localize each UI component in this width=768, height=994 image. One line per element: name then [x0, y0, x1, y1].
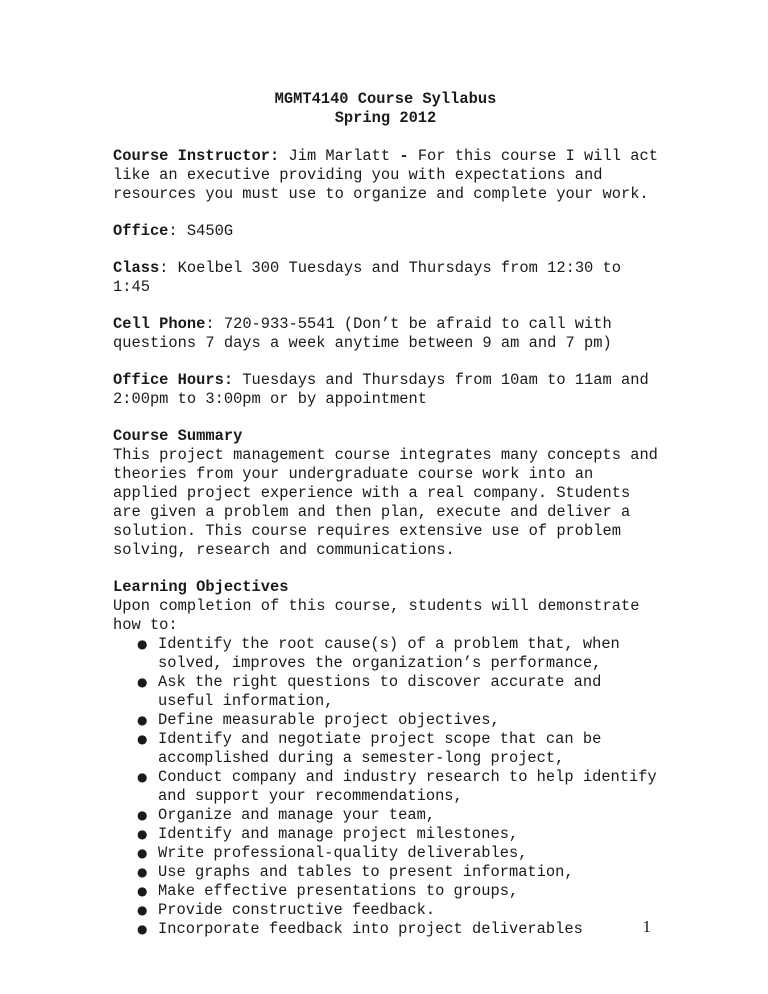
objective-text: Use graphs and tables to present information, — [158, 863, 574, 881]
objective-text: Identify and negotiate project scope that can be accomplished during a semester-long project, — [158, 730, 602, 767]
objective-list-item — [113, 806, 658, 825]
cell-phone-label: Cell Phone — [113, 315, 206, 333]
course-summary-section — [113, 427, 658, 560]
objective-list-item — [113, 863, 658, 882]
office-paragraph — [113, 222, 658, 241]
bullet-icon: ● — [137, 903, 148, 917]
office-label: Office — [113, 222, 169, 240]
objective-text: Identify the root cause(s) of a problem that, when solved, improves the organization’s performance, — [158, 635, 620, 672]
instructor-dash: - — [399, 147, 409, 165]
page-number: 1 — [642, 917, 651, 936]
bullet-icon: ● — [137, 732, 148, 746]
objective-text: Define measurable project objectives, — [158, 711, 500, 729]
objective-list-item — [113, 711, 658, 730]
title-line-1: MGMT4140 Course Syllabus — [274, 90, 497, 108]
cell-phone-colon: : — [205, 315, 215, 333]
instructor-label: Course Instructor: — [113, 147, 280, 165]
cell-phone-value: 720-933-5541 (Don’t be afraid to call with questions 7 days a week anytime between 9 am and 7 pm) — [113, 315, 612, 352]
bullet-icon: ● — [137, 922, 148, 936]
objective-text: Write professional-quality deliverables, — [158, 844, 528, 862]
office-value: S450G — [177, 222, 234, 240]
bullet-icon: ● — [137, 827, 148, 841]
document-page — [113, 90, 658, 939]
objective-list-item — [113, 844, 658, 863]
office-hours-paragraph — [113, 371, 658, 409]
document-title — [113, 90, 658, 128]
instructor-description: For this course I will act like an executive providing you with expectations and resources you must use to organize and complete your work. — [113, 147, 658, 203]
bullet-icon: ● — [137, 675, 148, 689]
bullet-icon: ● — [137, 808, 148, 822]
objective-text: Identify and manage project milestones, — [158, 825, 519, 843]
objective-text: Conduct company and industry research to help identify and support your recommendations, — [158, 768, 657, 805]
objective-text: Incorporate feedback into project deliverables — [158, 920, 583, 938]
class-label: Class — [113, 259, 160, 277]
bullet-icon: ● — [137, 770, 148, 784]
bullet-icon: ● — [137, 884, 148, 898]
instructor-name: Jim Marlatt — [279, 147, 400, 165]
objective-list-item — [113, 825, 658, 844]
bullet-icon: ● — [137, 846, 148, 860]
office-colon: : — [168, 222, 178, 240]
objective-text: Organize and manage your team, — [158, 806, 436, 824]
bullet-icon: ● — [137, 713, 148, 727]
objective-list-item — [113, 635, 658, 673]
objective-text: Provide constructive feedback. — [158, 901, 436, 919]
objective-text: Make effective presentations to groups, — [158, 882, 519, 900]
course-summary-heading: Course Summary — [113, 427, 243, 445]
course-summary-text: This project management course integrates many concepts and theories from your undergraduate course work into an applied project experience with a real company. Students are given a problem and then plan, execute and deliver a solution. This course requires extensive use of problem solving, research and communications. — [113, 446, 658, 559]
objective-list-item — [113, 768, 658, 806]
class-colon: : — [159, 259, 169, 277]
class-paragraph — [113, 259, 658, 297]
bullet-icon: ● — [137, 637, 148, 651]
learning-objectives-list — [113, 635, 658, 939]
bullet-icon: ● — [137, 865, 148, 879]
office-hours-label: Office Hours: — [113, 371, 234, 389]
cell-phone-paragraph — [113, 315, 658, 353]
objective-list-item — [113, 730, 658, 768]
learning-objectives-section — [113, 578, 658, 939]
learning-objectives-heading: Learning Objectives — [113, 578, 289, 596]
objective-list-item — [113, 882, 658, 901]
learning-objectives-intro: Upon completion of this course, students will demonstrate how to: — [113, 597, 640, 634]
class-value: Koelbel 300 Tuesdays and Thursdays from 12:30 to 1:45 — [113, 259, 621, 296]
office-hours-value: Tuesdays and Thursdays from 10am to 11am and 2:00pm to 3:00pm or by appointment — [113, 371, 649, 408]
title-line-2: Spring 2012 — [334, 109, 437, 127]
instructor-paragraph — [113, 147, 658, 204]
objective-list-item — [113, 673, 658, 711]
objective-text: Ask the right questions to discover accurate and useful information, — [158, 673, 602, 710]
objective-list-item — [113, 920, 658, 939]
objective-list-item — [113, 901, 658, 920]
